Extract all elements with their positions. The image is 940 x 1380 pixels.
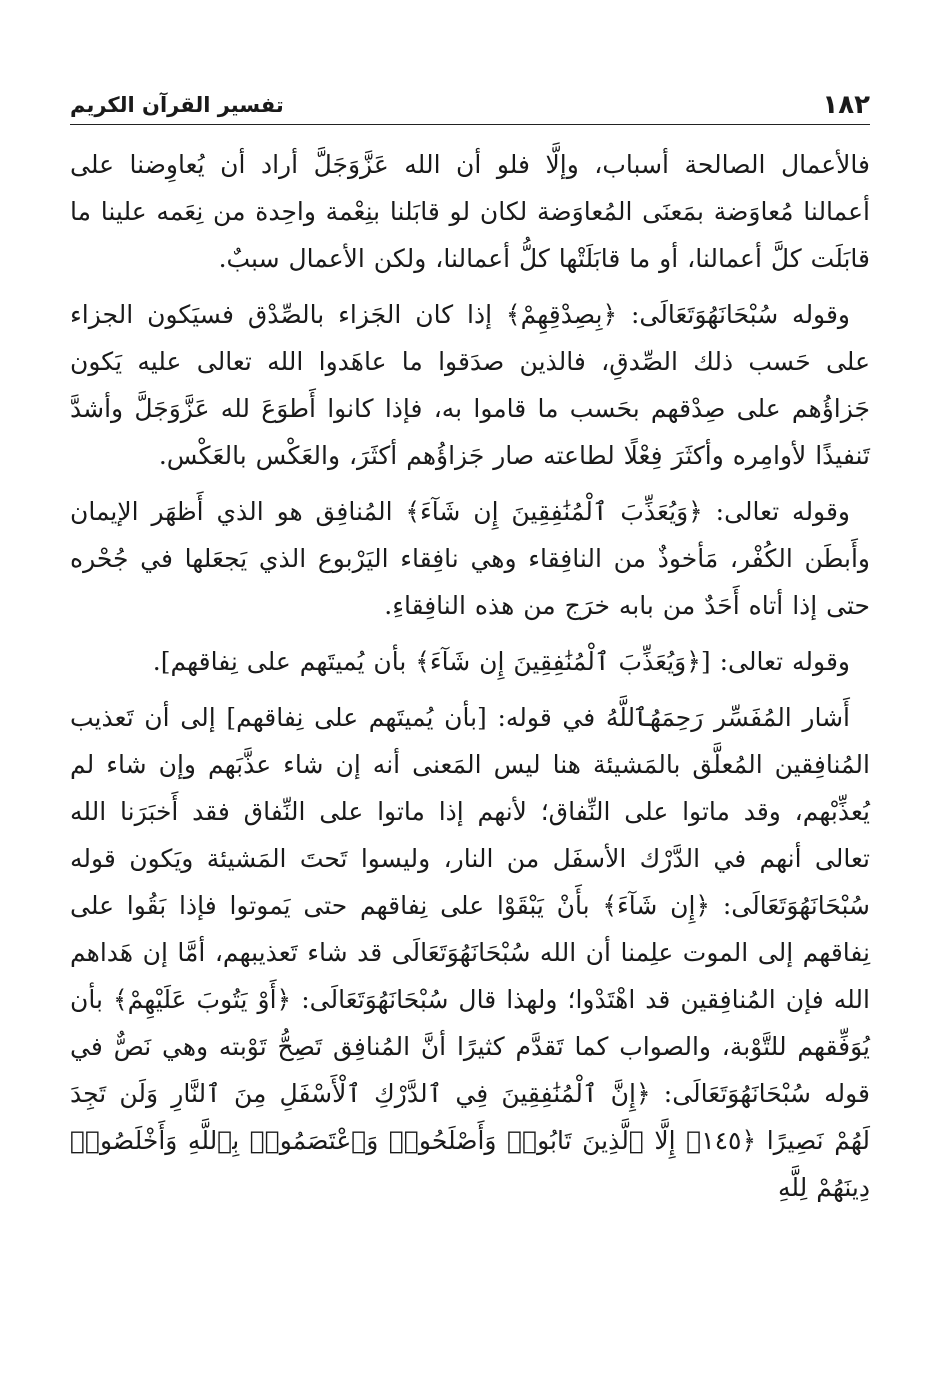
- page: [70, 80, 870, 1220]
- page-header: [70, 80, 870, 125]
- paragraph-5: أَشار المُفَسِّر رَحِمَهُٱللَّهُ في قوله: [بأن يُميتَهم على نِفاقهم] إلى أن تَعذيب المُنافِقين المُعلَّق بالمَشيئة هنا ليس المَعنى أنه إن شاء عذَّبَهم وإن شاء لم يُعذِّبْهم، وقد ماتوا على النِّفاق؛ لأنهم إذا ماتوا على النِّفاق فقد أَخبَرَنا الله تعالى أنهم في الدَّرْك الأسفَل من النار، وليسوا تَحتَ المَشيئة ويَكون قوله سُبْحَانَهُوَتَعَالَى: ﴿إِن شَآءَ﴾ بأَنْ يَبْقَوْا على نِفاقهم حتى يَموتوا فإذا بَقُوا على نِفاقهم إلى الموت علِمنا أن الله سُبْحَانَهُوَتَعَالَى قد شاء تَعذيبهم، أمَّا إن هَداهم الله فإن المُنافِقين قد اهْتَدْوا؛ ولهذا قال سُبْحَانَهُوَتَعَالَى: ﴿أَوْ يَتُوبَ عَلَيْهِمْ﴾ بأن يُوَفِّقهم للتَّوْبة، والصواب كما تَقدَّم كثيرًا أنَّ المُنافِق تَصِحُّ تَوْبته وهي نَصٌّ في قوله سُبْحَانَهُوَتَعَالَى: ﴿إِنَّ ٱلْمُنَٰفِقِينَ فِي ٱلدَّرْكِ ٱلْأَسْفَلِ مِنَ ٱلنَّارِ وَلَن تَجِدَ لَهُمْ نَصِيرًا ﴿١٤٥﴾ إِلَّا ٱلَّذِينَ تَابُوا۟ وَأَصْلَحُوا۟ وَٱعْتَصَمُوا۟ بِٱللَّهِ وَأَخْلَصُوا۟ دِينَهُمْ لِلَّهِ: [70, 703, 870, 1202]
- page-number: ١٨٢: [822, 90, 870, 120]
- paragraph-1: فالأعمال الصالحة أسباب، وإلَّا فلو أن الله عَزَّوَجَلَّ أراد أن يُعاوِضنا على أعمالنا مُعاوَضة بمَعنَى المُعاوَضة لكان لو قابَلنا بنِعْمة واحِدة من نِعَمه علينا ما قابَلَت كلَّ أعمالنا، أو ما قابَلَتْها كلُّ أعمالنا، ولكن الأعمال سببٌ.: [70, 150, 870, 273]
- paragraph-4: وقوله تعالى: [﴿وَيُعَذِّبَ ٱلْمُنَٰفِقِينَ إِن شَآءَ﴾ بأن يُميتَهم على نِفاقهم].: [152, 647, 850, 676]
- body-text: [70, 141, 870, 1211]
- paragraph-3: وقوله تعالى: ﴿وَيُعَذِّبَ ٱلْمُنَٰفِقِينَ إِن شَآءَ﴾ المُنافِق هو الذي أَظهَر الإيمان وأَبطَن الكُفْر، مَأخوذٌ من النافِقاء وهي نافِقاء اليَرْبوع الذي يَجعَلها في جُحْره حتى إذا أتاه أَحَدٌ من بابه خرَج من هذه النافِقاءِ.: [70, 497, 870, 620]
- paragraph-2: وقوله سُبْحَانَهُوَتَعَالَى: ﴿بِصِدْقِهِمْ﴾ إذا كان الجَزاء بالصِّدْق فسيَكون الجزاء على حَسب ذلك الصِّدقِ، فالذين صدَقوا ما عاهَدوا الله تعالى عليه يَكون جَزاؤُهم على صِدْقهم بحَسب ما قاموا به، فإذا كانوا أَطوَعَ لله عَزَّوَجَلَّ وأشدَّ تَنفيذًا لأوامِره وأكثَرَ فِعْلًا لطاعته صار جَزاؤُهم أكثَرَ، والعَكْس بالعَكْس.: [70, 300, 870, 470]
- book-title: تفسير القرآن الكريم: [70, 93, 284, 117]
